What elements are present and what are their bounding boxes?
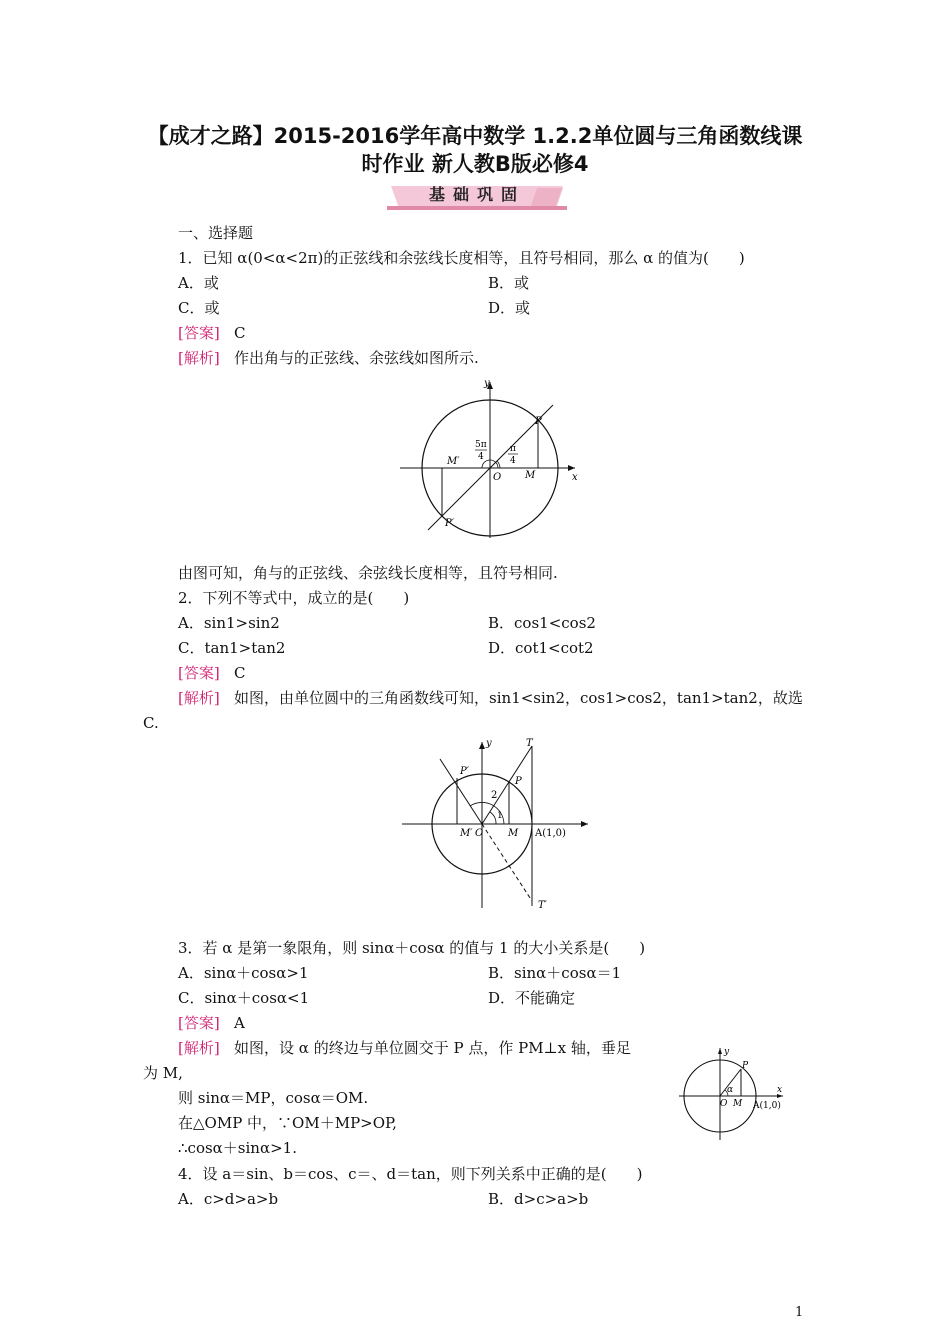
fig2-label-angle-1: 1 bbox=[497, 811, 503, 821]
fig3-label-x: x bbox=[777, 1085, 783, 1095]
q2-analysis bbox=[178, 688, 803, 708]
q1-option-c: C．或 bbox=[178, 299, 220, 317]
fig2-label-angle-2: 2 bbox=[491, 790, 498, 801]
analysis-text: 如图，由单位圆中的三角函数线可知，sin1<sin2，cos1>cos2，tan1>tan2，故选 bbox=[234, 689, 803, 707]
fig1-angle2-den: 4 bbox=[510, 456, 516, 466]
q2-stem: 2．下列不等式中，成立的是( ) bbox=[178, 589, 410, 607]
title-line-2: 时作业 新人教B版必修4 bbox=[361, 152, 589, 176]
fig2-label-p: P bbox=[515, 776, 522, 787]
analysis-tag: [解析] bbox=[178, 689, 220, 707]
q3-option-d: D．不能确定 bbox=[488, 989, 576, 1007]
q2-option-b: B．cos1<cos2 bbox=[488, 614, 596, 632]
fig2-label-a: A(1,0) bbox=[535, 828, 566, 839]
fig1-angle1-num: 5π bbox=[475, 440, 487, 450]
analysis-tag: [解析] bbox=[178, 349, 220, 367]
q4-stem: 4．设 a＝sin、b＝cos、c＝、d＝tan，则下列关系中正确的是( ) bbox=[178, 1165, 643, 1183]
answer-tag: [答案] bbox=[178, 1014, 220, 1032]
fig3-label-alpha: α bbox=[727, 1085, 734, 1095]
section-banner bbox=[387, 182, 567, 212]
fig2-label-p-prime: P′ bbox=[460, 766, 469, 777]
answer-tag: [答案] bbox=[178, 324, 220, 342]
q3-option-b: B．sinα＋cosα＝1 bbox=[488, 964, 622, 982]
fig2-label-t-prime: T′ bbox=[538, 900, 547, 911]
fig1-angle2-num: π bbox=[510, 444, 516, 454]
q3-analysis bbox=[178, 1038, 631, 1058]
page-number: 1 bbox=[795, 1305, 804, 1320]
fig1-label-x: x bbox=[572, 472, 578, 483]
q3-analysis-line-4: 在△OMP 中，∵OM＋MP>OP, bbox=[178, 1114, 397, 1132]
q3-analysis-line-3: 则 sinα＝MP，cosα＝OM. bbox=[178, 1089, 369, 1107]
fig1-label-p-prime: P′ bbox=[445, 518, 454, 529]
q4-option-a: A．c>d>a>b bbox=[178, 1190, 279, 1208]
fig3-label-m: M bbox=[733, 1099, 743, 1109]
q2-option-a: A．sin1>sin2 bbox=[178, 614, 280, 632]
q1-option-b: B．或 bbox=[488, 274, 530, 292]
fig2-label-o: O bbox=[475, 828, 484, 839]
figure-unit-circle-1 bbox=[395, 378, 585, 547]
fig1-label-p: P bbox=[535, 416, 542, 427]
section-heading: 一、选择题 bbox=[178, 224, 254, 242]
fig1-label-y: y bbox=[484, 378, 490, 389]
fig2-label-m: M bbox=[508, 828, 519, 839]
analysis-tag: [解析] bbox=[178, 1039, 220, 1057]
q3-stem: 3．若 α 是第一象限角，则 sinα＋cosα 的值与 1 的大小关系是( ) bbox=[178, 939, 646, 957]
banner-label: 基础巩固 bbox=[428, 185, 525, 204]
fig3-label-p: P bbox=[742, 1061, 749, 1071]
q3-option-a: A．sinα＋cosα>1 bbox=[178, 964, 309, 982]
q3-answer bbox=[178, 1013, 245, 1033]
answer-value: A bbox=[234, 1014, 245, 1032]
fig1-label-o: O bbox=[493, 472, 502, 483]
q2-option-c: C．tan1>tan2 bbox=[178, 639, 286, 657]
q2-analysis-continued: C. bbox=[143, 714, 159, 732]
q4-option-b: B．d>c>a>b bbox=[488, 1190, 589, 1208]
q2-answer bbox=[178, 663, 246, 683]
analysis-text: 作出角与的正弦线、余弦线如图所示. bbox=[234, 349, 479, 367]
figure-unit-circle-2 bbox=[398, 738, 598, 920]
q1-answer bbox=[178, 323, 246, 343]
fig2-label-t: T bbox=[526, 738, 533, 749]
fig3-label-y: y bbox=[724, 1047, 730, 1057]
q1-conclusion: 由图可知，角与的正弦线、余弦线长度相等，且符号相同. bbox=[178, 564, 558, 582]
q1-option-d: D．或 bbox=[488, 299, 531, 317]
fig3-label-a: A(1,0) bbox=[753, 1101, 781, 1111]
title-line-1: 【成才之路】2015-2016学年高中数学 1.2.2单位圆与三角函数线课 bbox=[147, 124, 803, 148]
q1-stem: 1．已知 α(0<α<2π)的正弦线和余弦线长度相等，且符号相同，那么 α 的值为( ) bbox=[178, 249, 745, 267]
q3-analysis-line-2: 为 M, bbox=[143, 1064, 183, 1082]
answer-value: C bbox=[234, 664, 246, 682]
fig1-label-m: M bbox=[525, 470, 536, 481]
fig3-label-o: O bbox=[720, 1099, 728, 1109]
answer-tag: [答案] bbox=[178, 664, 220, 682]
q2-option-d: D．cot1<cot2 bbox=[488, 639, 594, 657]
fig2-label-m-prime: M′ bbox=[460, 828, 473, 839]
q3-analysis-line-5: ∴cosα＋sinα>1. bbox=[178, 1139, 297, 1157]
fig2-label-y: y bbox=[486, 738, 492, 749]
document-title bbox=[60, 122, 890, 178]
fig1-label-m-prime: M′ bbox=[447, 456, 460, 467]
fig1-angle1-den: 4 bbox=[478, 452, 484, 462]
q3-option-c: C．sinα＋cosα<1 bbox=[178, 989, 310, 1007]
figure-unit-circle-3 bbox=[675, 1042, 790, 1146]
q1-option-a: A．或 bbox=[178, 274, 219, 292]
answer-value: C bbox=[234, 324, 246, 342]
q1-analysis bbox=[178, 348, 479, 368]
analysis-text: 如图，设 α 的终边与单位圆交于 P 点，作 PM⊥x 轴，垂足 bbox=[234, 1039, 631, 1057]
